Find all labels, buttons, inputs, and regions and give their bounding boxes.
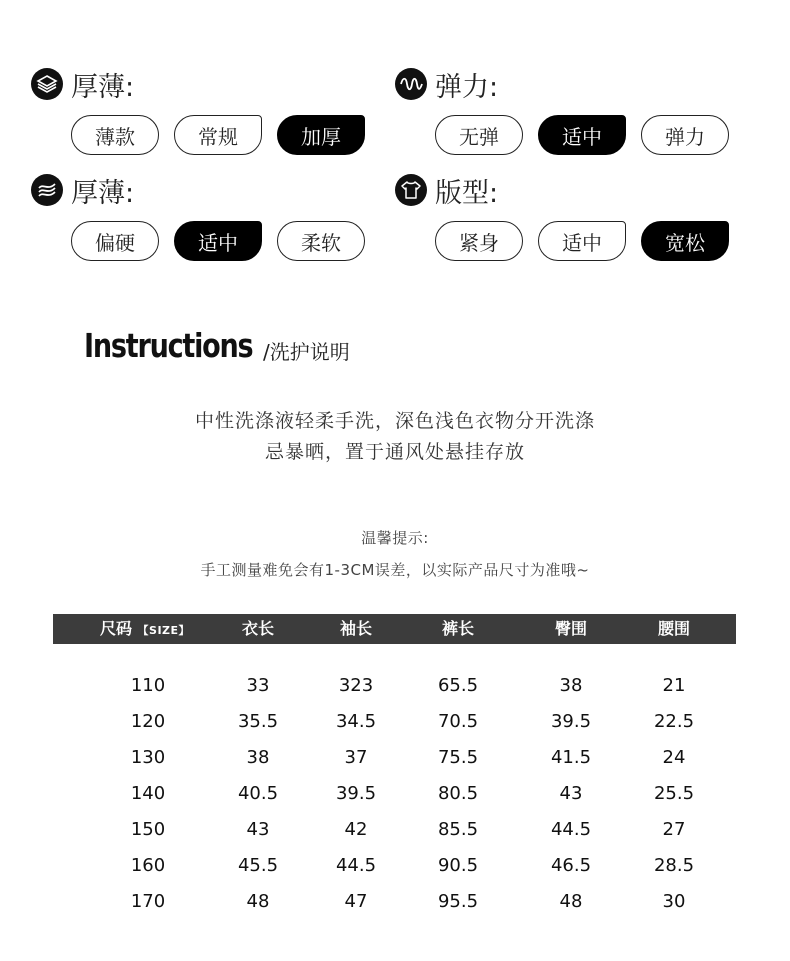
tip-text: 手工测量难免会有1-3CM误差，以实际产品尺寸为准哦~: [200, 561, 590, 579]
table-cell: 30: [662, 891, 686, 912]
table-row: [53, 668, 736, 704]
table-cell: 25.5: [653, 783, 695, 804]
header-size-label: 尺码: [99, 619, 132, 638]
attr-title: [395, 172, 498, 208]
table-cell: 44.5: [550, 819, 592, 840]
table-cell: 80.5: [437, 783, 479, 804]
instructions-title: Instructions: [84, 326, 253, 365]
attr-group-fit: [395, 172, 735, 272]
table-row: [53, 848, 736, 884]
table-cell: 42: [344, 819, 368, 840]
table-cell: 39.5: [335, 783, 377, 804]
table-row: [53, 740, 736, 776]
table-cell: 65.5: [437, 675, 479, 696]
header-length: 衣长: [241, 619, 274, 638]
table-cell: 110: [130, 675, 166, 696]
header-size: [90, 614, 200, 644]
table-cell: 24: [662, 747, 686, 768]
option-pill[interactable]: 柔软: [277, 221, 365, 261]
option-pill[interactable]: 紧身: [435, 221, 523, 261]
table-cell: 21: [662, 675, 686, 696]
attr-group-elasticity: [395, 66, 735, 166]
attr-label: 版型:: [435, 177, 499, 209]
header-sleeve: 袖长: [339, 619, 372, 638]
header-pants: 裤长: [441, 619, 474, 638]
table-cell: 130: [130, 747, 166, 768]
attr-title: [31, 66, 134, 102]
table-cell: 160: [130, 855, 166, 876]
table-cell: 140: [130, 783, 166, 804]
table-cell: 43: [559, 783, 583, 804]
option-pills: [435, 115, 744, 155]
table-cell: 120: [130, 711, 166, 732]
option-pill[interactable]: 偏硬: [71, 221, 159, 261]
table-cell: 44.5: [335, 855, 377, 876]
tshirt-icon: [395, 174, 427, 206]
table-cell: 22.5: [653, 711, 695, 732]
table-cell: 150: [130, 819, 166, 840]
table-row: [53, 704, 736, 740]
size-table-header: [53, 614, 736, 644]
table-cell: 34.5: [335, 711, 377, 732]
table-cell: 85.5: [437, 819, 479, 840]
table-cell: 95.5: [437, 891, 479, 912]
option-pills: [71, 221, 380, 261]
table-cell: 75.5: [437, 747, 479, 768]
table-row: [53, 812, 736, 848]
option-pill[interactable]: 弹力: [641, 115, 729, 155]
attr-label: 弹力:: [435, 71, 499, 103]
header-hip: 臀围: [554, 619, 587, 638]
table-cell: 323: [338, 675, 374, 696]
table-cell: 35.5: [237, 711, 279, 732]
table-cell: 46.5: [550, 855, 592, 876]
table-cell: 48: [246, 891, 270, 912]
option-pill[interactable]: 薄款: [71, 115, 159, 155]
attr-group-thickness: [31, 66, 371, 166]
table-cell: 33: [246, 675, 270, 696]
option-pill[interactable]: 无弹: [435, 115, 523, 155]
table-cell: 170: [130, 891, 166, 912]
tip-heading: 温馨提示:: [361, 529, 429, 547]
option-pills: [435, 221, 744, 261]
care-text-line-2: 忌暴晒，置于通风处悬挂存放: [264, 441, 525, 463]
option-pill[interactable]: 常规: [174, 115, 262, 155]
option-pill-selected[interactable]: 宽松: [641, 221, 729, 261]
option-pill-selected[interactable]: 适中: [538, 115, 626, 155]
table-cell: 47: [344, 891, 368, 912]
table-cell: 38: [246, 747, 270, 768]
table-cell: 27: [662, 819, 686, 840]
table-cell: 40.5: [237, 783, 279, 804]
layers-icon: [31, 68, 63, 100]
table-row: [53, 884, 736, 920]
option-pill[interactable]: 适中: [538, 221, 626, 261]
attr-label: 厚薄:: [71, 71, 135, 103]
table-cell: 48: [559, 891, 583, 912]
table-cell: 39.5: [550, 711, 592, 732]
attr-group-softness: [31, 172, 371, 272]
instructions-subtitle: /洗护说明: [263, 340, 350, 364]
size-table-body: [53, 668, 736, 920]
attr-title: [395, 66, 498, 102]
option-pills: [71, 115, 380, 155]
wave-icon: [395, 68, 427, 100]
fabric-wave-icon: [31, 174, 63, 206]
care-text-line-1: 中性洗涤液轻柔手洗，深色浅色衣物分开洗涤: [194, 410, 595, 432]
table-row: [53, 776, 736, 812]
attr-label: 厚薄:: [71, 177, 135, 209]
table-cell: 41.5: [550, 747, 592, 768]
table-cell: 43: [246, 819, 270, 840]
option-pill-selected[interactable]: 适中: [174, 221, 262, 261]
table-cell: 45.5: [237, 855, 279, 876]
option-pill-selected[interactable]: 加厚: [277, 115, 365, 155]
attr-title: [31, 172, 134, 208]
header-size-tag: 【SIZE】: [137, 624, 191, 637]
table-cell: 90.5: [437, 855, 479, 876]
table-cell: 70.5: [437, 711, 479, 732]
header-waist: 腰围: [657, 619, 690, 638]
table-cell: 28.5: [653, 855, 695, 876]
table-cell: 38: [559, 675, 583, 696]
table-cell: 37: [344, 747, 368, 768]
